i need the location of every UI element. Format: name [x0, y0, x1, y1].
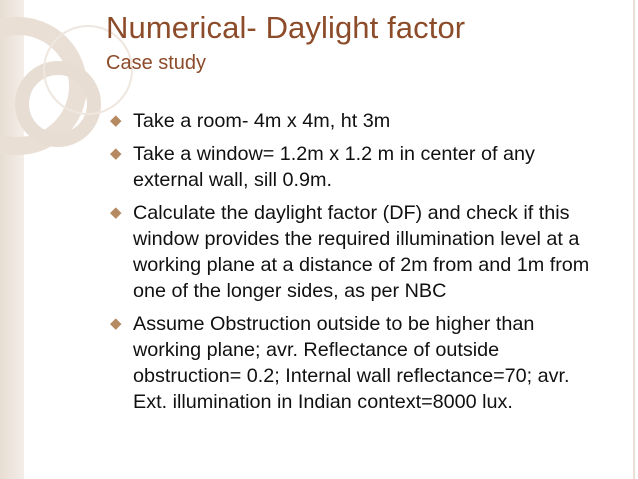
- bullet-text-window: Take a window= 1.2m x 1.2 m in center of any external wall, sill 0.9m.: [133, 143, 535, 191]
- bullet-item-window: [0, 141, 638, 193]
- bullet-item-assumptions: [0, 311, 638, 415]
- slide-subtitle: Case study: [106, 52, 207, 74]
- diamond-bullet-icon: ◆: [110, 204, 122, 221]
- bullet-text-assumptions: Assume Obstruction outside to be higher than working plane; avr. Reflectance of outside obstruction= 0.2; Internal wall reflectance=70; avr. Ext. illumination in Indian context=8000 lux.: [133, 313, 570, 413]
- diamond-bullet-icon: ◆: [110, 145, 122, 162]
- slide-title: Numerical- Daylight factor: [106, 10, 466, 45]
- diamond-bullet-icon: ◆: [110, 315, 122, 332]
- bullet-text-calculate: Calculate the daylight factor (DF) and check if this window provides the required illumination level at a working plane at a distance of 2m from and 1m from one of the longer sides, as per NBC: [133, 202, 590, 302]
- diamond-bullet-icon: ◆: [110, 112, 122, 129]
- bullet-item-room: [0, 108, 638, 134]
- bullet-item-calculate: [0, 200, 638, 304]
- bullet-text-room: Take a room- 4m x 4m, ht 3m: [133, 110, 391, 132]
- bullet-list: [0, 108, 638, 422]
